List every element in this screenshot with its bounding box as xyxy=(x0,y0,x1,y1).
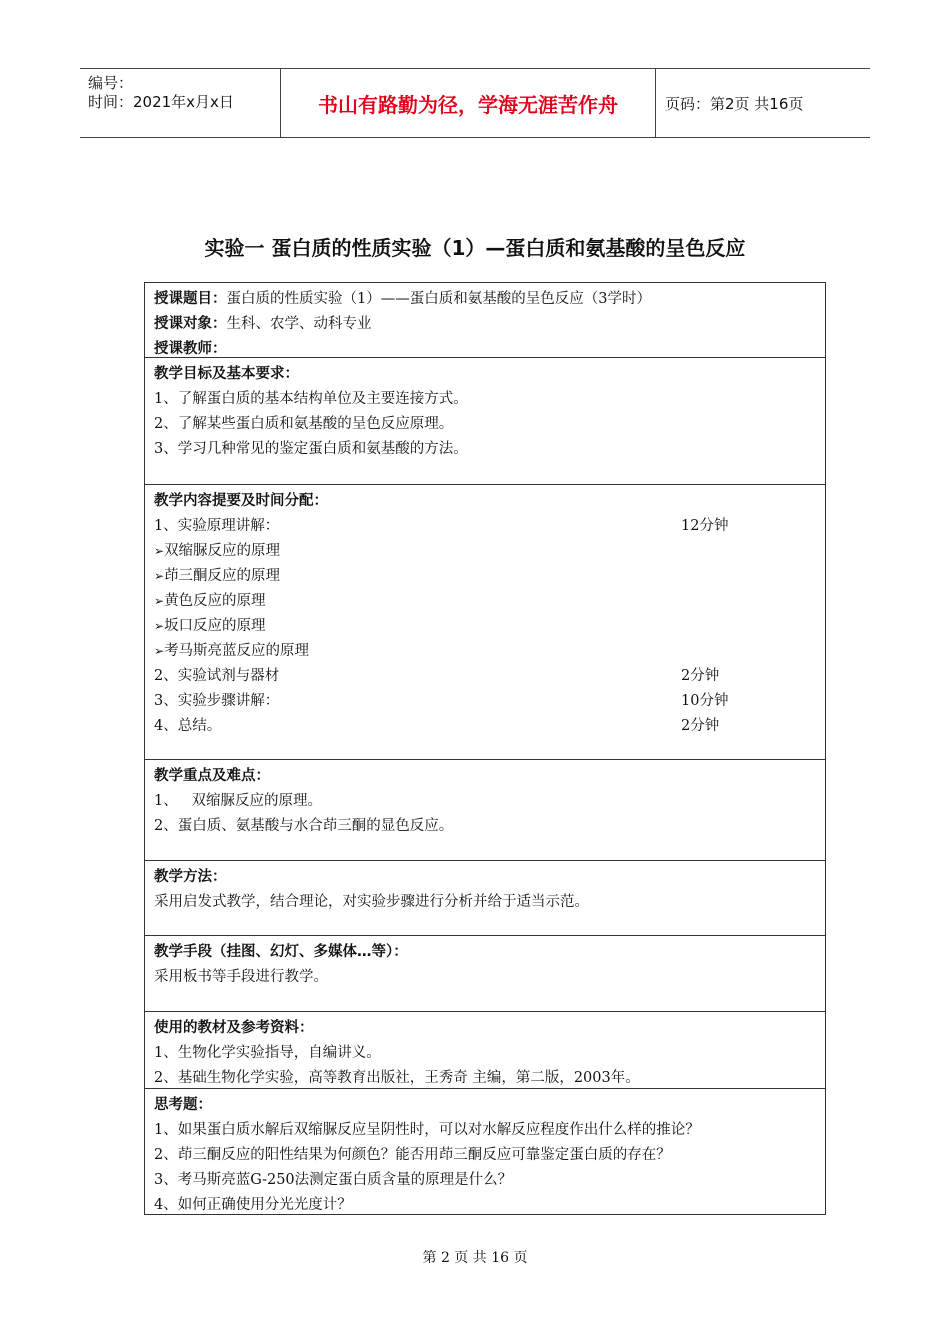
content-item-3 xyxy=(154,689,825,714)
methods-text: 采用启发式教学，结合理论，对实验步骤进行分析并给于适当示范。 xyxy=(154,894,589,910)
time-allocation: 12分钟 xyxy=(681,518,729,534)
content-subitem-label: 坂口反应的原理 xyxy=(164,618,266,634)
methods-section xyxy=(145,861,825,936)
content-subitem xyxy=(154,539,825,564)
content-subitem-label: 茚三酮反应的原理 xyxy=(164,568,281,584)
time-allocation: 10分钟 xyxy=(681,693,729,709)
content-subitem xyxy=(154,614,825,639)
content-item-1 xyxy=(154,514,825,539)
content-item-label: 3、实验步骤讲解： xyxy=(154,693,280,709)
question-item: 4、如何正确使用分光光度计？ xyxy=(154,1197,352,1213)
questions-heading: 思考题： xyxy=(154,1097,212,1113)
question-item: 1、如果蛋白质水解后双缩脲反应呈阴性时，可以对水解反应程度作出什么样的推论？ xyxy=(154,1122,700,1138)
arrow-bullet-icon: ➢ xyxy=(154,644,165,658)
teacher-row xyxy=(154,337,825,362)
page-footer: 第 2 页 共 16 页 xyxy=(422,1250,528,1266)
time-allocation: 2分钟 xyxy=(681,668,720,684)
key-points-section xyxy=(145,760,825,861)
content-subitem xyxy=(154,564,825,589)
audience-value: 生科、农学、动科专业 xyxy=(226,316,372,332)
motto: 书山有路勤为径，学海无涯苦作舟 xyxy=(280,69,656,137)
number-label: 编号： xyxy=(88,74,134,92)
objectives-section xyxy=(145,358,825,485)
content-section xyxy=(145,485,825,760)
course-info-section xyxy=(145,283,825,358)
key-points-heading: 教学重点及难点： xyxy=(154,768,270,784)
arrow-bullet-icon: ➢ xyxy=(154,619,165,633)
means-text: 采用板书等手段进行教学。 xyxy=(154,969,328,985)
topic-label: 授课题目： xyxy=(154,291,227,307)
content-subitem-label: 考马斯亮蓝反应的原理 xyxy=(164,643,310,659)
content-item-label: 4、总结。 xyxy=(154,718,222,734)
lesson-plan-table xyxy=(144,282,826,1215)
topic-row xyxy=(154,287,825,312)
question-item: 2、茚三酮反应的阳性结果为何颜色？能否用茚三酮反应可靠鉴定蛋白质的存在？ xyxy=(154,1147,671,1163)
time-allocation: 2分钟 xyxy=(681,718,720,734)
arrow-bullet-icon: ➢ xyxy=(154,544,165,558)
content-item-4 xyxy=(154,714,825,739)
content-item-label: 2、实验试剂与器材 xyxy=(154,668,280,684)
content-item-2 xyxy=(154,664,825,689)
questions-section xyxy=(145,1089,825,1214)
material-item: 2、基础生物化学实验，高等教育出版社，王秀奇 主编，第二版，2003年。 xyxy=(154,1070,640,1086)
content-subitem-label: 黄色反应的原理 xyxy=(164,593,266,609)
content-subitem xyxy=(154,639,825,664)
audience-label: 授课对象： xyxy=(154,316,227,332)
content-subitem-label: 双缩脲反应的原理 xyxy=(164,543,281,559)
audience-row xyxy=(154,312,825,337)
objective-item: 1、了解蛋白质的基本结构单位及主要连接方式。 xyxy=(154,391,468,407)
material-item: 1、生物化学实验指导，自编讲义。 xyxy=(154,1045,381,1061)
question-item: 3、考马斯亮蓝G-250法测定蛋白质含量的原理是什么？ xyxy=(154,1172,513,1188)
materials-heading: 使用的教材及参考资料： xyxy=(154,1020,314,1036)
page-header xyxy=(80,68,870,138)
methods-heading: 教学方法： xyxy=(154,869,227,885)
teacher-label: 授课教师： xyxy=(154,341,227,357)
materials-section xyxy=(145,1012,825,1089)
header-info-cell xyxy=(80,69,280,137)
arrow-bullet-icon: ➢ xyxy=(154,569,165,583)
page-info: 页码：第2页 共16页 xyxy=(665,94,804,113)
means-heading: 教学手段（挂图、幻灯、多媒体…等）： xyxy=(154,944,408,960)
content-heading: 教学内容提要及时间分配： xyxy=(154,493,328,509)
time-label: 时间：2021年x月x日 xyxy=(88,93,234,111)
objective-item: 2、了解某些蛋白质和氨基酸的呈色反应原理。 xyxy=(154,416,454,432)
arrow-bullet-icon: ➢ xyxy=(154,594,165,608)
means-section xyxy=(145,936,825,1012)
objectives-heading: 教学目标及基本要求： xyxy=(154,366,299,382)
key-point-item: 2、蛋白质、氨基酸与水合茚三酮的显色反应。 xyxy=(154,818,454,834)
objective-item: 3、学习几种常见的鉴定蛋白质和氨基酸的方法。 xyxy=(154,441,468,457)
key-point-item: 1、 双缩脲反应的原理。 xyxy=(154,793,323,809)
content-subitem xyxy=(154,589,825,614)
topic-value: 蛋白质的性质实验（1）——蛋白质和氨基酸的呈色反应（3学时） xyxy=(226,291,651,307)
document-title: 实验一 蛋白质的性质实验（1）—蛋白质和氨基酸的呈色反应 xyxy=(204,236,746,260)
content-item-label: 1、实验原理讲解： xyxy=(154,518,280,534)
